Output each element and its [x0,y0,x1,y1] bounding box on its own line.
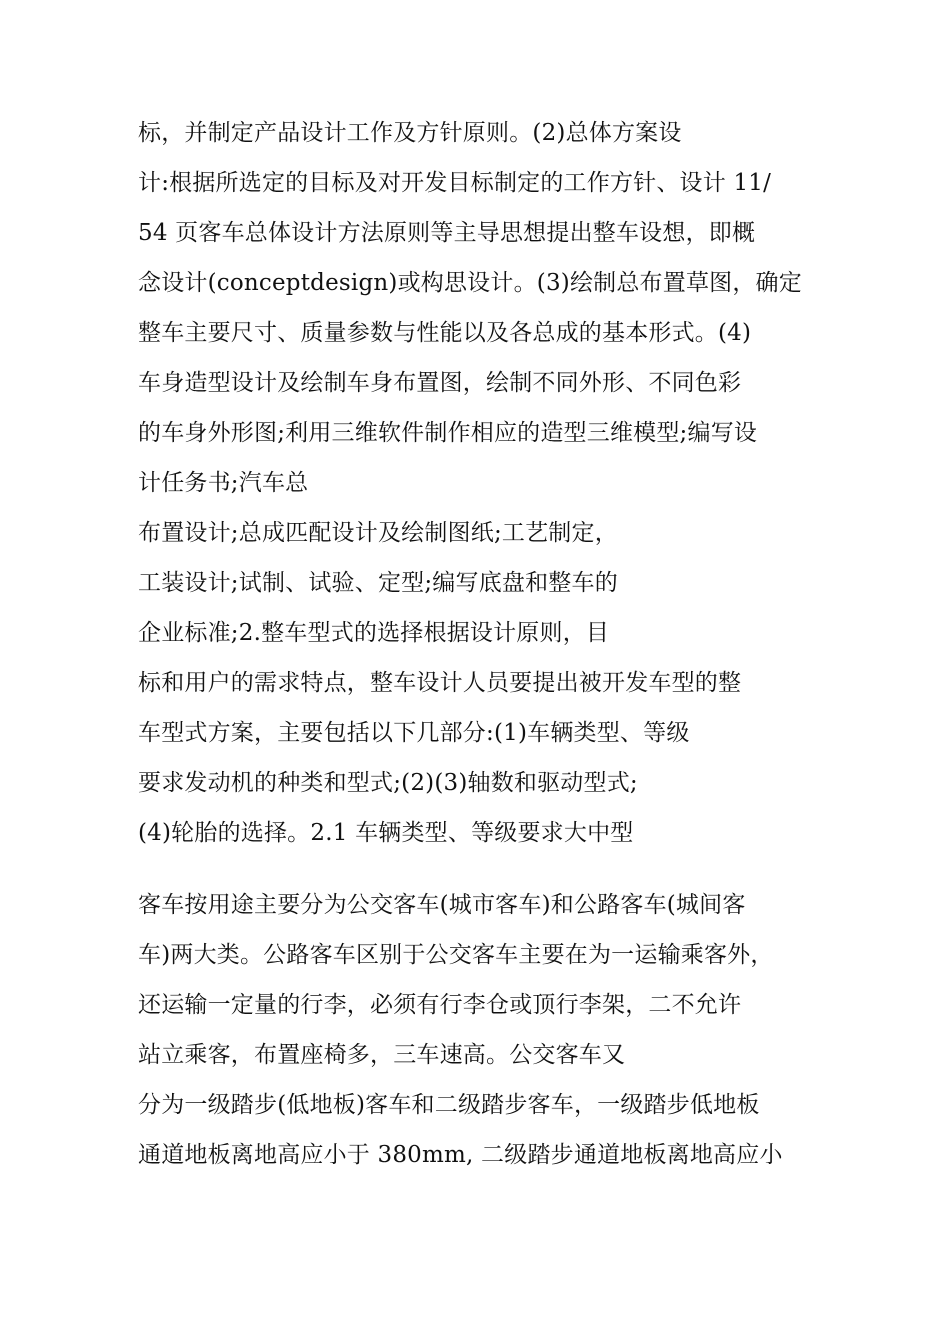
text-line: 企业标准;2.整车型式的选择根据设计原则，目 [138,620,610,646]
text-line: 车)两大类。公路客车区别于公交客车主要在为一运输乘客外， [138,942,774,968]
paragraph-block-1 [138,108,838,858]
text-line: 计:根据所选定的目标及对开发目标制定的工作方针、设计 11/ [138,170,772,196]
text-line: 计任务书;汽车总 [138,470,309,496]
paragraph-block-2 [138,880,838,1180]
text-line: 54 页客车总体设计方法原则等主导思想提出整车设想，即概 [138,220,756,246]
text-line: 标和用户的需求特点，整车设计人员要提出被开发车型的整 [138,670,742,696]
text-line: 通道地板离地高应小于 380mm, 二级踏步通道地板离地高应小 [138,1142,783,1168]
text-line: 客车按用途主要分为公交客车(城市客车)和公路客车(城间客 [138,892,746,918]
text-line: (4)轮胎的选择。2.1 车辆类型、等级要求大中型 [138,820,634,846]
text-line: 的车身外形图;利用三维软件制作相应的造型三维模型;编写设 [138,420,758,446]
text-line: 要求发动机的种类和型式;(2)(3)轴数和驱动型式; [138,770,638,796]
text-line: 标，并制定产品设计工作及方针原则。(2)总体方案设 [138,120,682,146]
text-line: 工装设计;试制、试验、定型;编写底盘和整车的 [138,570,618,596]
text-line: 布置设计;总成匹配设计及绘制图纸;工艺制定， [138,520,618,546]
text-line: 车型式方案，主要包括以下几部分:(1)车辆类型、等级 [138,720,690,746]
text-line: 还运输一定量的行李，必须有行李仓或顶行李架，二不允许 [138,992,742,1018]
text-line: 念设计(conceptdesign)或构思设计。(3)绘制总布置草图，确定 [138,270,802,296]
text-line: 站立乘客，布置座椅多，三车速高。公交客车又 [138,1042,626,1068]
text-line: 分为一级踏步(低地板)客车和二级踏步客车，一级踏步低地板 [138,1092,760,1118]
text-line: 车身造型设计及绘制车身布置图，绘制不同外形、不同色彩 [138,370,742,396]
text-line: 整车主要尺寸、质量参数与性能以及各总成的基本形式。(4) [138,320,752,346]
